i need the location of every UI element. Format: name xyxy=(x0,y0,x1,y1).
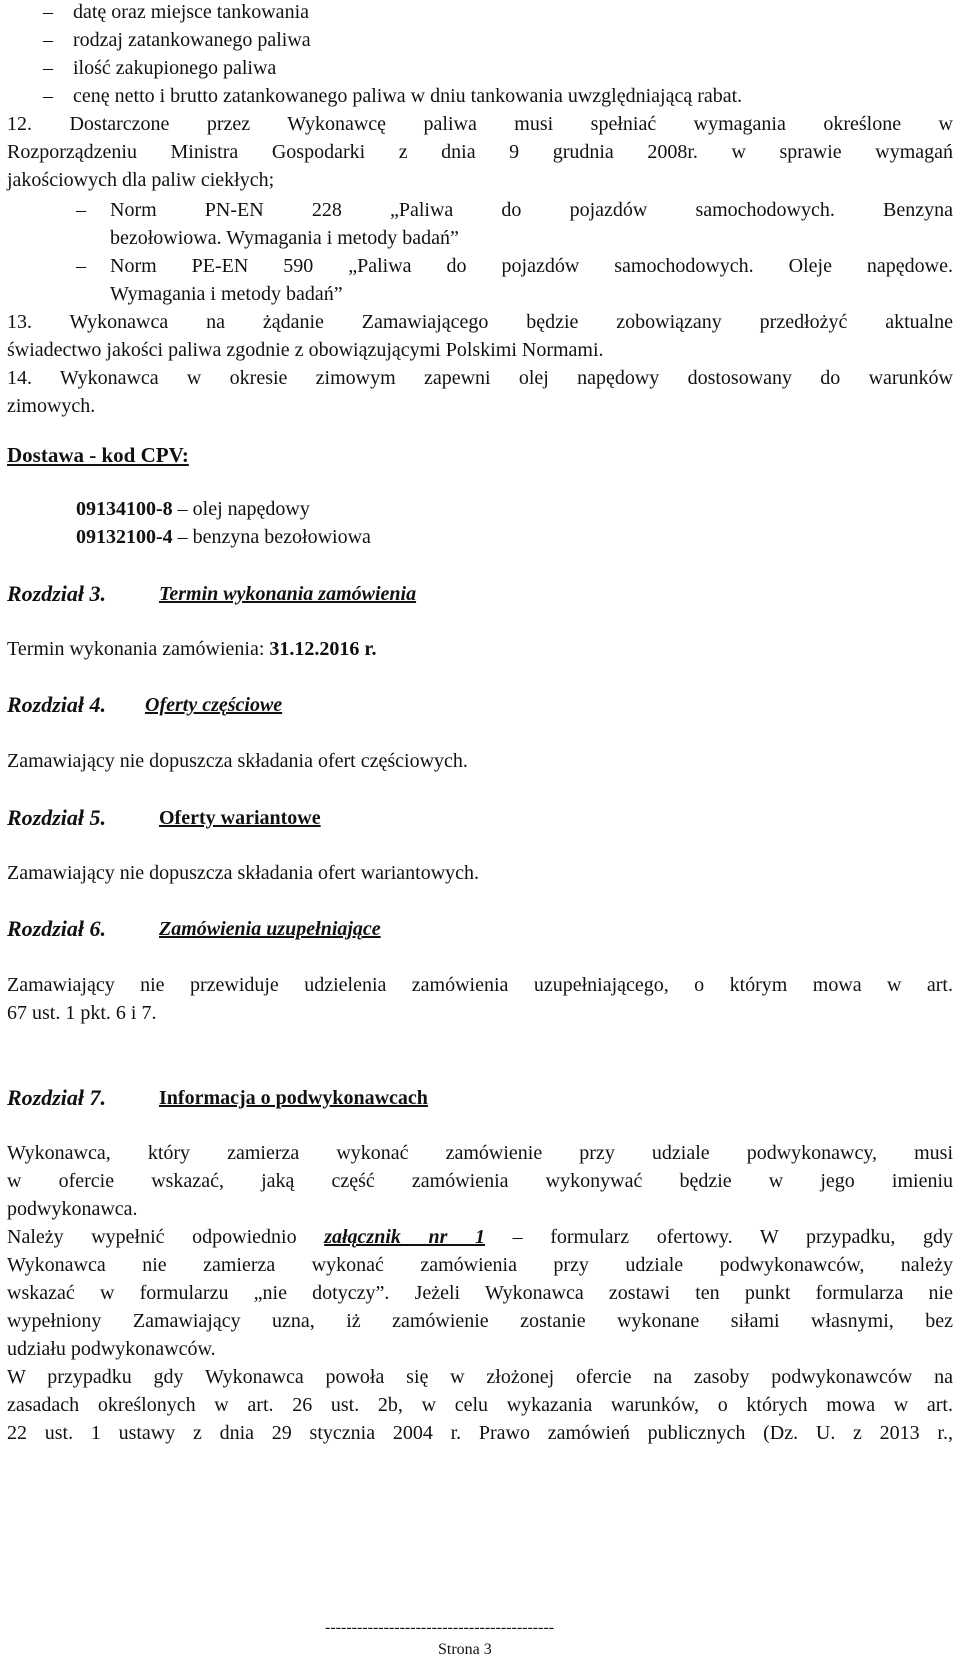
item-13-line-2: świadectwo jakości paliwa zgodnie z obowiązującymi Polskimi Normami. xyxy=(7,339,604,361)
item-13-line-1: 13. Wykonawca na żądanie Zamawiającego będzie zobowiązany przedłożyć aktualne xyxy=(7,311,953,333)
chapter-6-line-2: 67 ust. 1 pkt. 6 i 7. xyxy=(7,1002,157,1024)
chapter-4-text: Zamawiający nie dopuszcza składania ofert częściowych. xyxy=(7,750,468,772)
dash-bullet: – xyxy=(76,199,86,221)
list-item xyxy=(43,0,309,26)
deadline-date: 31.12.2016 r. xyxy=(269,638,377,660)
chapter-6-heading xyxy=(7,915,381,944)
chapter-number: Rozdział 7. xyxy=(7,1085,107,1110)
chapter-7-p1-line-3: podwykonawca. xyxy=(7,1198,138,1220)
chapter-7-p2-line-2: Wykonawca nie zamierza wykonać zamówienia przy udziale podwykonawców, należy xyxy=(7,1254,953,1276)
chapter-7-p1-line-2: w ofercie wskazać, jaką część zamówienia wykonywać będzie w jego imieniu xyxy=(7,1170,953,1192)
norm-2-line-1: Norm PE-EN 590 „Paliwa do pojazdów samochodowych. Oleje napędowe. xyxy=(110,255,953,277)
chapter-number: Rozdział 4. xyxy=(7,692,107,717)
chapter-5-heading xyxy=(7,804,321,833)
item-12-line-3: jakościowych dla paliw ciekłych; xyxy=(7,169,275,191)
chapter-title: Oferty częściowe xyxy=(145,694,283,716)
text-run: Należy wypełnić odpowiednio xyxy=(7,1226,325,1248)
norm-2-line-2: Wymagania i metody badań” xyxy=(110,283,343,305)
chapter-number: Rozdział 5. xyxy=(7,805,107,830)
list-item-text: datę oraz miejsce tankowania xyxy=(73,1,309,23)
cpv-item xyxy=(76,523,371,551)
chapter-4-heading xyxy=(7,691,283,720)
text-run: – formularz ofertowy. W przypadku, gdy xyxy=(485,1226,953,1248)
cpv-code: 09132100-4 xyxy=(76,526,173,548)
deadline-label: Termin wykonania zamówienia: xyxy=(7,638,270,660)
chapter-5-text: Zamawiający nie dopuszcza składania ofert wariantowych. xyxy=(7,862,480,884)
item-14-line-1: 14. Wykonawca w okresie zimowym zapewni olej napędowy dostosowany do warunków xyxy=(7,367,953,389)
chapter-7-heading xyxy=(7,1084,428,1113)
chapter-7-p2-line-3: wskazać w formularzu „nie dotyczy”. Jeżeli Wykonawca zostawi ten punkt formularza nie xyxy=(7,1282,953,1304)
list-item-text: cenę netto i brutto zatankowanego paliwa w dniu tankowania uwzględniającą rabat. xyxy=(73,85,743,107)
chapter-6-line-1: Zamawiający nie przewiduje udzielenia zamówienia uzupełniającego, o którym mowa w art. xyxy=(7,974,953,996)
cpv-item xyxy=(76,495,310,523)
norm-1-line-2: bezołowiowa. Wymagania i metody badań” xyxy=(110,227,459,249)
chapter-7-p1-line-1: Wykonawca, który zamierza wykonać zamówienie przy udziale podwykonawcy, musi xyxy=(7,1142,953,1164)
dash-bullet: – xyxy=(43,85,53,107)
chapter-3-text xyxy=(7,635,376,663)
item-12-line-1: 12. Dostarczone przez Wykonawcę paliwa musi spełniać wymagania określone w xyxy=(7,113,953,135)
page-number: Strona 3 xyxy=(438,1641,492,1658)
item-14-line-2: zimowych. xyxy=(7,395,96,417)
dash-bullet: – xyxy=(43,29,53,51)
chapter-7-p3-line-2: zasadach określonych w art. 26 ust. 2b, w celu wykazania warunków, o których mowa w art. xyxy=(7,1394,953,1416)
cpv-heading: Dostawa - kod CPV: xyxy=(7,443,189,467)
chapter-number: Rozdział 6. xyxy=(7,916,107,941)
list-item xyxy=(43,26,311,54)
chapter-number: Rozdział 3. xyxy=(7,581,107,606)
cpv-desc: – benzyna bezołowiowa xyxy=(172,526,371,548)
dash-bullet: – xyxy=(43,1,53,23)
chapter-7-p2-line-4: wypełniony Zamawiający uzna, iż zamówienie zostanie wykonane siłami własnymi, bez xyxy=(7,1310,953,1332)
dash-bullet: – xyxy=(43,57,53,79)
chapter-title: Zamówienia uzupełniające xyxy=(159,918,381,940)
cpv-code: 09134100-8 xyxy=(76,498,173,520)
chapter-7-p3-line-1: W przypadku gdy Wykonawca powoła się w złożonej ofercie na zasoby podwykonawców na xyxy=(7,1366,953,1388)
chapter-7-p3-line-3: 22 ust. 1 ustawy z dnia 29 stycznia 2004 r. Prawo zamówień publicznych (Dz. U. z 2013 r., xyxy=(7,1422,953,1444)
list-item-text: ilość zakupionego paliwa xyxy=(73,57,277,79)
list-item xyxy=(43,54,276,82)
attachment-reference: załącznik nr 1 xyxy=(324,1226,486,1248)
chapter-title: Informacja o podwykonawcach xyxy=(159,1087,428,1109)
list-item-text: rodzaj zatankowanego paliwa xyxy=(73,29,311,51)
list-item xyxy=(43,82,742,110)
chapter-3-heading xyxy=(7,580,417,609)
chapter-7-p2-line-5: udziału podwykonawców. xyxy=(7,1338,216,1360)
dash-bullet: – xyxy=(76,255,86,277)
item-12-line-2: Rozporządzeniu Ministra Gospodarki z dnia 9 grudnia 2008r. w sprawie wymagań xyxy=(7,141,953,163)
norm-1-line-1: Norm PN-EN 228 „Paliwa do pojazdów samochodowych. Benzyna xyxy=(110,199,953,221)
chapter-title: Termin wykonania zamówienia xyxy=(159,583,417,605)
footer-rule: ------------------------------------------- xyxy=(325,1619,555,1636)
cpv-desc: – olej napędowy xyxy=(172,498,310,520)
chapter-7-p2-line-1 xyxy=(7,1223,953,1251)
chapter-title: Oferty wariantowe xyxy=(159,807,321,829)
